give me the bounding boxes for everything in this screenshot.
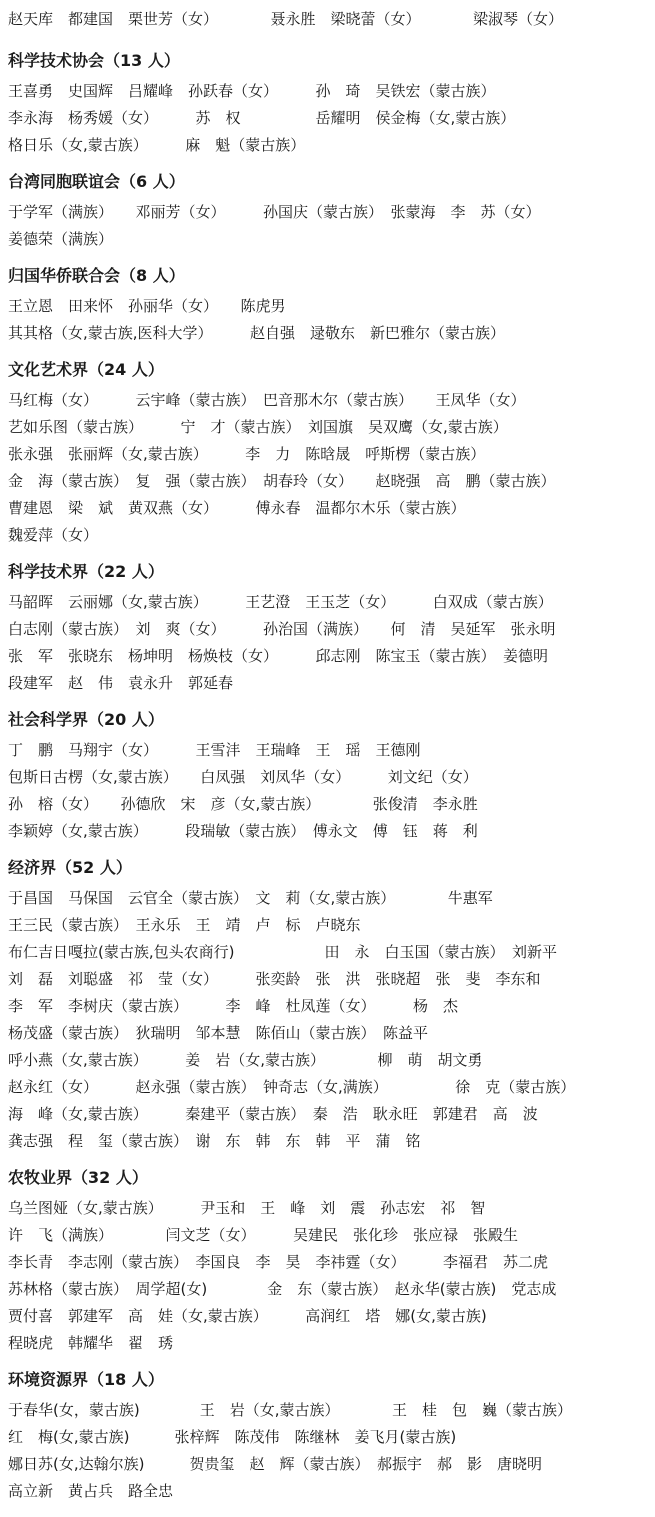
section-economy <box>8 847 647 1155</box>
top-name-row: 赵天库 都建国 栗世芳（女） 聂永胜 梁晓蕾（女） 梁淑琴（女） <box>8 10 564 28</box>
section-title: 社会科学界（20 人） <box>8 710 164 729</box>
name-line: 王立恩 田来怀 孙丽华（女） 陈虎男 <box>8 297 286 315</box>
name-line: 杨茂盛（蒙古族） 狄瑞明 邹本慧 陈佰山（蒙古族） 陈益平 <box>8 1024 429 1042</box>
name-line: 于春华(女，蒙古族) 王 岩（女,蒙古族） 王 桂 包 巍（蒙古族） <box>8 1401 572 1419</box>
section-culture-art <box>8 349 647 549</box>
name-line: 于昌国 马保国 云官全（蒙古族） 文 莉（女,蒙古族） 牛惠军 <box>8 889 493 907</box>
section-agriculture-animal-husbandry <box>8 1157 647 1357</box>
name-line: 姜德荣（满族） <box>8 230 114 248</box>
name-line: 李长青 李志刚（蒙古族） 李国良 李 昊 李祎霆（女） 李福君 苏二虎 <box>8 1253 549 1271</box>
section-environment-resources <box>8 1359 647 1505</box>
name-line: 其其格（女,蒙古族,医科大学） 赵自强 逯敬东 新巴雅尔（蒙古族） <box>8 324 506 342</box>
name-line: 王喜勇 史国辉 吕耀峰 孙跃春（女） 孙 琦 吴铁宏（蒙古族） <box>8 82 496 100</box>
name-line: 海 峰（女,蒙古族） 秦建平（蒙古族） 秦 浩 耿永旺 郭建君 高 波 <box>8 1105 538 1123</box>
name-line: 马红梅（女） 云宇峰（蒙古族） 巴音那木尔（蒙古族） 王凤华（女） <box>8 391 526 409</box>
name-line: 李永海 杨秀媛（女） 苏 权 岳耀明 侯金梅（女,蒙古族） <box>8 109 516 127</box>
name-line: 李 军 李树庆（蒙古族） 李 峰 杜凤莲（女） 杨 杰 <box>8 997 459 1015</box>
name-line: 段建军 赵 伟 袁永升 郭延春 <box>8 674 234 692</box>
name-line: 王三民（蒙古族） 王永乐 王 靖 卢 标 卢晓东 <box>8 916 361 934</box>
section-title: 环境资源界（18 人） <box>8 1370 164 1389</box>
name-line: 李颖婷（女,蒙古族） 段瑞敏（蒙古族） 傅永文 傅 钰 蒋 利 <box>8 822 478 840</box>
section-science-technology <box>8 551 647 697</box>
name-line: 丁 鹏 马翔宇（女） 王雪沣 王瑞峰 王 瑶 王德刚 <box>8 741 421 759</box>
name-line: 艺如乐图（蒙古族） 宁 才（蒙古族） 刘国旗 吴双鹰（女,蒙古族） <box>8 418 508 436</box>
name-line: 白志刚（蒙古族） 刘 爽（女） 孙治国（满族） 何 清 吴延军 张永明 <box>8 620 556 638</box>
name-line: 许 飞（满族） 闫文芝（女） 吴建民 张化珍 张应禄 张殿生 <box>8 1226 519 1244</box>
name-line: 贾付喜 郭建军 高 娃（女,蒙古族） 高润红 塔 娜(女,蒙古族) <box>8 1307 487 1325</box>
name-line: 高立新 黄占兵 路全忠 <box>8 1482 174 1500</box>
name-line: 乌兰图娅（女,蒙古族） 尹玉和 王 峰 刘 震 孙志宏 祁 智 <box>8 1199 486 1217</box>
section-title: 农牧业界（32 人） <box>8 1168 148 1187</box>
section-title: 文化艺术界（24 人） <box>8 360 164 379</box>
section-title: 科学技术界（22 人） <box>8 562 164 581</box>
name-line: 布仁吉日嘎拉(蒙古族,包头农商行) 田 永 白玉国（蒙古族） 刘新平 <box>8 943 557 961</box>
name-line: 金 海（蒙古族） 复 强（蒙古族） 胡春玲（女） 赵晓强 高 鹏（蒙古族） <box>8 472 556 490</box>
section-title: 归国华侨联合会（8 人） <box>8 266 185 285</box>
name-line: 马韶晖 云丽娜（女,蒙古族） 王艺澄 王玉芝（女） 白双成（蒙古族） <box>8 593 553 611</box>
name-line: 张永强 张丽辉（女,蒙古族） 李 力 陈晗晟 呼斯楞（蒙古族） <box>8 445 486 463</box>
section-overseas-chinese-federation <box>8 255 647 347</box>
name-line: 于学军（满族） 邓丽芳（女） 孙国庆（蒙古族） 张蒙海 李 苏（女） <box>8 203 541 221</box>
section-science-tech-association <box>8 40 647 159</box>
name-line: 刘 磊 刘聪盛 祁 莹（女） 张奕龄 张 洪 张晓超 张 斐 李东和 <box>8 970 541 988</box>
section-social-science <box>8 699 647 845</box>
name-line: 曹建恩 梁 斌 黄双燕（女） 傅永春 温都尔木乐（蒙古族） <box>8 499 466 517</box>
name-line: 包斯日古楞（女,蒙古族） 白凤强 刘凤华（女） 刘文纪（女） <box>8 768 478 786</box>
section-title: 科学技术协会（13 人） <box>8 51 180 70</box>
name-line: 红 梅(女,蒙古族) 张梓辉 陈茂伟 陈继林 姜飞月(蒙古族) <box>8 1428 457 1446</box>
name-line: 娜日苏(女,达翰尔族) 贺贵玺 赵 辉（蒙古族） 郝振宇 郝 影 唐晓明 <box>8 1455 542 1473</box>
name-line: 张 军 张晓东 杨坤明 杨焕枝（女） 邱志刚 陈宝玉（蒙古族） 姜德明 <box>8 647 549 665</box>
name-line: 苏林格（蒙古族） 周学超(女) 金 东（蒙古族） 赵永华(蒙古族) 党志成 <box>8 1280 557 1298</box>
name-line: 程晓虎 韩耀华 翟 琇 <box>8 1334 174 1352</box>
section-taiwan-compatriots-association <box>8 161 647 253</box>
name-line: 呼小燕（女,蒙古族） 姜 岩（女,蒙古族） 柳 萌 胡文勇 <box>8 1051 483 1069</box>
section-title: 经济界（52 人） <box>8 858 132 877</box>
section-title: 台湾同胞联谊会（6 人） <box>8 172 185 191</box>
name-line: 格日乐（女,蒙古族） 麻 魁（蒙古族） <box>8 136 306 154</box>
name-line: 孙 榕（女） 孙德欣 宋 彦（女,蒙古族） 张俊清 李永胜 <box>8 795 478 813</box>
name-line: 龚志强 程 玺（蒙古族） 谢 东 韩 东 韩 平 蒲 铭 <box>8 1132 421 1150</box>
name-line: 赵永红（女） 赵永强（蒙古族） 钟奇志（女,满族） 徐 克（蒙古族） <box>8 1078 576 1096</box>
name-line: 魏爱萍（女） <box>8 526 99 544</box>
